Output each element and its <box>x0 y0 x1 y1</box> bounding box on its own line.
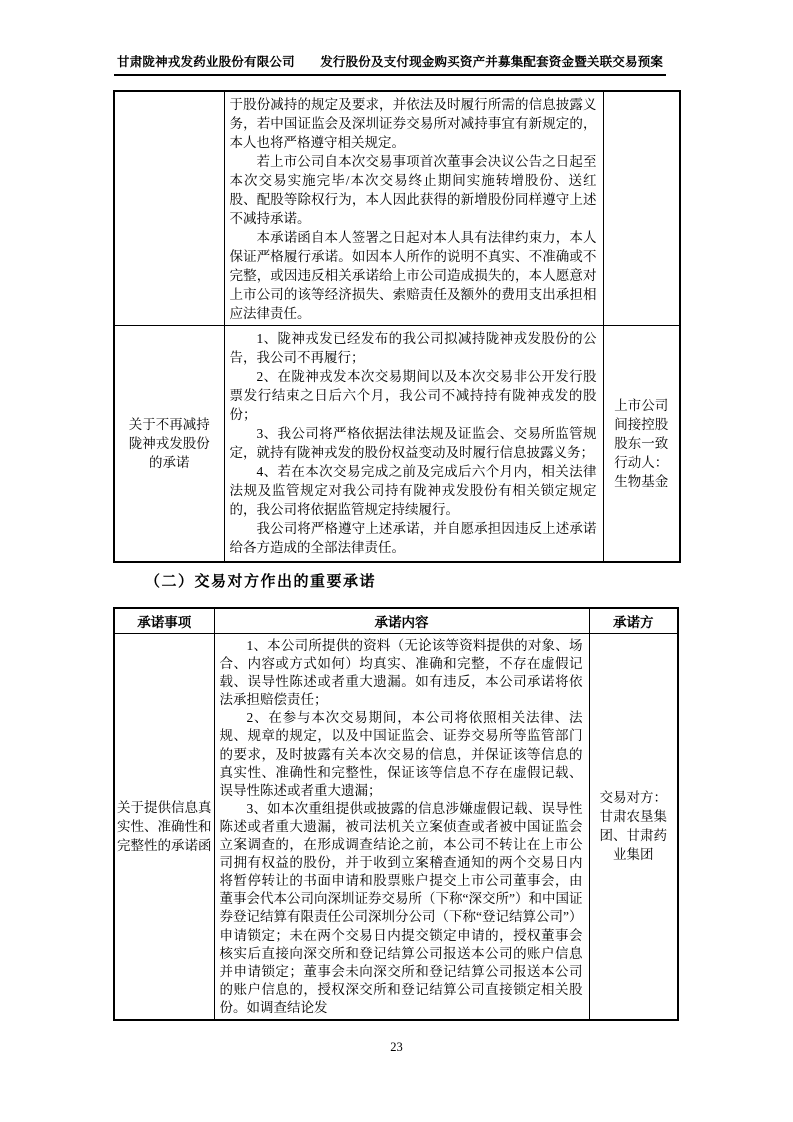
commitment-party-cell <box>603 91 680 326</box>
page-number: 23 <box>390 1040 403 1054</box>
content-paragraph: 2、在陇神戎发本次交易期间以及本次交易非公开发行股票发行结束之日后六个月，我公司不减持持有陇神戎发的股份； <box>229 369 597 422</box>
column-header-item: 承诺事项 <box>114 608 214 634</box>
content-paragraph: 本承诺函自本人签署之日起对本人具有法律约束力，本人保证严格履行承诺。如因本人所作的说明不真实、不准确或不完整，或因违反相关承诺给上市公司造成损失的，本人愿意对上市公司的该等经济损失、索赔责任及额外的费用支出承担相应法律责任。 <box>229 230 597 321</box>
counterparty-commitments-table <box>113 607 679 1021</box>
content-paragraph: 3、我公司将严格依据法律法规及证监会、交易所监管规定，就持有陇神戎发的股份权益变动及时履行信息披露义务； <box>229 426 597 460</box>
table-header-row <box>114 608 678 634</box>
content-paragraph: 3、如本次重组提供或披露的信息涉嫌虚假记载、误导性陈述或者重大遗漏，被司法机关立案侦查或者被中国证监会立案调查的，在形成调查结论之前，本公司不转让在上市公司拥有权益的股份，并于收到立案稽查通知的两个交易日内将暂停转让的书面申请和股票账户提交上市公司董事会，由董事会代本公司向深圳证券交易所（下称“深交所”）和中国证券登记结算有限责任公司深圳分公司（下称“登记结算公司”）申请锁定；未在两个交易日内提交锁定申请的，授权董事会核实后直接向深交所和登记结算公司报送本公司的账户信息并申请锁定；董事会未向深交所和登记结算公司报送本公司的账户信息的，授权深交所和登记结算公司直接锁定相关股份。如调查结论发 <box>219 800 583 1015</box>
commitment-content-cell <box>224 91 603 326</box>
commitment-content-cell <box>214 634 589 1020</box>
table-row <box>114 634 678 1020</box>
section-heading: （二）交易对方作出的重要承诺 <box>145 574 377 590</box>
content-paragraph: 若上市公司自本次交易事项首次董事会决议公告之日起至本次交易实施完毕/本次交易终止期间实施转增股份、送红股、配股等除权行为，本人因此获得的新增股份同样遵守上述不减持承诺。 <box>229 154 597 226</box>
document-header <box>114 52 666 76</box>
content-paragraph: 1、陇神戎发已经发布的我公司拟减持陇神戎发股份的公告，我公司不再履行； <box>229 331 597 365</box>
table-row <box>114 91 680 326</box>
content-paragraph: 1、本公司所提供的资料（无论该等资料提供的对象、场合、内容或方式如何）均真实、准确和完整，不存在虚假记载、误导性陈述或者重大遗漏。如有违反，本公司承诺将依法承担赔偿责任； <box>219 638 583 708</box>
content-paragraph: 于股份减持的规定及要求，并依法及时履行所需的信息披露义务，若中国证监会及深圳证券交易所对减持事宜有新规定的，本人也将严格遵守相关规定。 <box>229 97 597 150</box>
commitments-table-continued <box>113 90 681 563</box>
commitment-party-cell: 交易对方：甘肃农垦集团、甘肃药业集团 <box>589 634 678 1020</box>
commitment-item-cell: 关于不再减持陇神戎发股份的承诺 <box>114 326 224 563</box>
content-paragraph: 我公司将严格遵守上述承诺，并自愿承担因违反上述承诺给各方造成的全部法律责任。 <box>229 521 597 555</box>
commitment-content-cell <box>224 326 603 563</box>
commitment-party-cell: 上市公司间接控股股东一致行动人：生物基金 <box>603 326 680 563</box>
column-header-content: 承诺内容 <box>214 608 589 634</box>
content-paragraph: 4、若在本次交易完成之前及完成后六个月内，相关法律法规及监管规定对我公司持有陇神戎发股份有相关锁定规定的，我公司将依据监管规定持续履行。 <box>229 464 597 517</box>
header-title: 甘肃陇神戎发药业股份有限公司 发行股份及支付现金购买资产并募集配套资金暨关联交易预案 <box>117 55 664 69</box>
column-header-party: 承诺方 <box>589 608 678 634</box>
commitment-item-cell: 关于提供信息真实性、准确性和完整性的承诺函 <box>114 634 214 1020</box>
commitment-item-cell <box>114 91 224 326</box>
table-row <box>114 326 680 563</box>
content-paragraph: 2、在参与本次交易期间，本公司将依照相关法律、法规、规章的规定，以及中国证监会、证券交易所等监管部门的要求，及时披露有关本次交易的信息，并保证该等信息的真实性、准确性和完整性，保证该等信息不存在虚假记载、误导性陈述或者重大遗漏； <box>219 710 583 798</box>
